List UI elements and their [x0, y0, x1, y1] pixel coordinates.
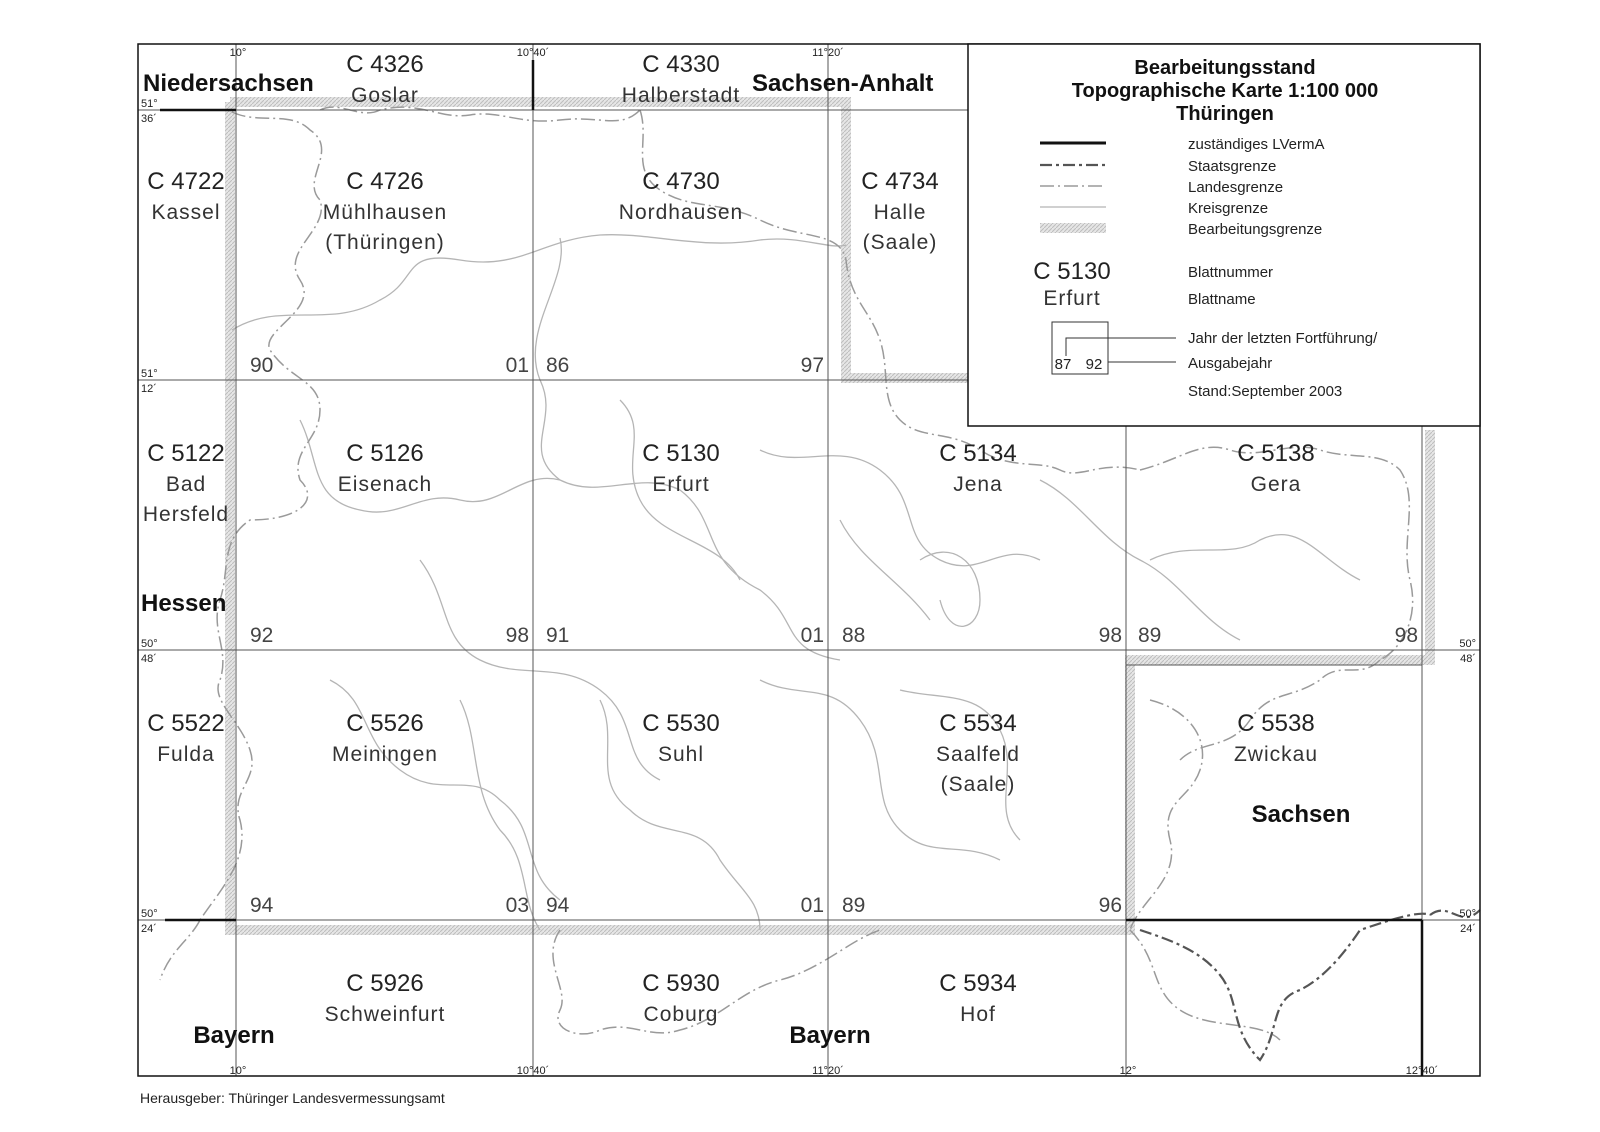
sheet-number: C 5122 — [147, 440, 225, 467]
latitude-label-min: 48´ — [141, 653, 157, 665]
latitude-label-deg: 50° — [1459, 638, 1476, 650]
year-label: 92 — [250, 624, 274, 647]
legend-symbol-processing — [1040, 223, 1106, 233]
year-label: 90 — [250, 354, 274, 377]
sheet-name: Zwickau — [1233, 743, 1319, 766]
longitude-label: 10° — [229, 1065, 247, 1077]
legend-label-year-update: Jahr der letzten Fortführung/ — [1188, 330, 1378, 347]
sheet-number: C 4734 — [861, 168, 939, 195]
legend-status: Stand:September 2003 — [1188, 383, 1343, 400]
latitude-label-min: 36´ — [141, 113, 157, 125]
legend-year-right: 92 — [1085, 356, 1103, 373]
latitude-label-min: 24´ — [1460, 923, 1476, 935]
year-label: 98 — [1098, 624, 1122, 647]
sheet-name: Halle — [873, 201, 927, 224]
sheet-number: C 4722 — [147, 168, 225, 195]
legend-label-number: Blattnummer — [1188, 264, 1274, 281]
legend-title-line-2: Topographische Karte 1:100 000 — [1071, 80, 1379, 102]
sheet-number: C 5530 — [642, 710, 720, 737]
year-label: 01 — [800, 894, 824, 917]
sheet-number: C 5534 — [939, 710, 1017, 737]
year-label: 89 — [1138, 624, 1162, 647]
legend-item-4: Kreisgrenze — [1188, 200, 1269, 217]
legend-item-3: Landesgrenze — [1188, 179, 1284, 196]
sheet-name: Fulda — [157, 743, 215, 766]
sheet-number: C 4730 — [642, 168, 720, 195]
year-label: 94 — [250, 894, 274, 917]
sheet-name: Goslar — [351, 84, 419, 107]
sheet-number: C 5930 — [642, 970, 720, 997]
sheet-name: (Saale) — [940, 773, 1016, 796]
sheet-name: Suhl — [657, 743, 705, 766]
legend-year-left: 87 — [1054, 356, 1072, 373]
year-label: 94 — [546, 894, 570, 917]
sheet-name: Saalfeld — [936, 743, 1020, 766]
legend-item-5: Bearbeitungsgrenze — [1188, 221, 1323, 238]
sheet-number: C 5134 — [939, 440, 1017, 467]
latitude-label-deg: 50° — [1459, 908, 1476, 920]
year-label: 91 — [546, 624, 570, 647]
sheet-name: Gera — [1250, 473, 1302, 496]
legend-item-2: Staatsgrenze — [1188, 158, 1277, 175]
longitude-label: 12°40´ — [1405, 1065, 1439, 1077]
latitude-label-deg: 51° — [141, 98, 158, 110]
sheet-name: (Thüringen) — [325, 231, 445, 254]
sheet-name: Erfurt — [652, 473, 710, 496]
publisher-footer: Herausgeber: Thüringer Landesvermessungsamt — [140, 1090, 445, 1106]
sheet-number: C 5130 — [642, 440, 720, 467]
year-label: 01 — [800, 624, 824, 647]
latitude-label-deg: 50° — [141, 908, 158, 920]
sheet-name: Mühlhausen — [322, 201, 448, 224]
latitude-label-min: 48´ — [1460, 653, 1476, 665]
sheet-name: Kassel — [151, 201, 221, 224]
sheet-name: Hersfeld — [142, 503, 230, 526]
longitude-label: 10°40´ — [516, 1065, 550, 1077]
sheet-number: C 5934 — [939, 970, 1017, 997]
sheet-name: (Saale) — [862, 231, 938, 254]
state-label-hessen: Hessen — [141, 590, 227, 617]
sheet-number: C 5926 — [346, 970, 424, 997]
latitude-label-deg: 51° — [141, 368, 158, 380]
longitude-label: 10° — [229, 47, 247, 59]
legend-label-year-issue: Ausgabejahr — [1188, 355, 1273, 372]
sheet-number: C 5126 — [346, 440, 424, 467]
latitude-label-min: 12´ — [141, 383, 157, 395]
sheet-number: C 5138 — [1237, 440, 1315, 467]
sheet-name: Schweinfurt — [324, 1003, 446, 1026]
sheet-number: C 4326 — [346, 51, 424, 78]
sheet-number: C 5522 — [147, 710, 225, 737]
year-label: 97 — [800, 354, 824, 377]
longitude-label: 11°20´ — [812, 47, 844, 59]
legend-item-1: zuständiges LVermA — [1188, 136, 1325, 153]
year-label: 98 — [505, 624, 529, 647]
year-label: 98 — [1394, 624, 1418, 647]
sheet-name: Coburg — [643, 1003, 719, 1026]
sheet-name: Nordhausen — [618, 201, 744, 224]
sheet-name: Eisenach — [337, 473, 433, 496]
legend-example-name: Erfurt — [1043, 287, 1101, 310]
longitude-label: 11°20´ — [812, 1065, 844, 1077]
sheet-name: Meiningen — [332, 743, 438, 766]
state-label-niedersachsen: Niedersachsen — [143, 70, 314, 97]
year-label: 88 — [842, 624, 866, 647]
state-label-bayern: Bayern — [193, 1022, 275, 1049]
sheet-name: Halberstadt — [621, 84, 741, 107]
year-label: 01 — [505, 354, 529, 377]
sheet-number: C 4330 — [642, 51, 720, 78]
state-label-sachsen-anhalt: Sachsen-Anhalt — [752, 70, 934, 97]
state-label-bayern: Bayern — [789, 1022, 871, 1049]
latitude-label-deg: 50° — [141, 638, 158, 650]
legend-title-line-3: Thüringen — [1176, 103, 1274, 125]
latitude-label-min: 24´ — [141, 923, 157, 935]
legend-example-number: C 5130 — [1033, 258, 1111, 285]
sheet-name: Bad — [165, 473, 207, 496]
legend-box — [968, 44, 1480, 426]
sheet-number: C 4726 — [346, 168, 424, 195]
legend-label-name: Blattname — [1188, 291, 1256, 308]
national-border — [1140, 910, 1480, 1060]
year-label: 03 — [505, 894, 529, 917]
year-label: 96 — [1098, 894, 1122, 917]
sheet-number: C 5538 — [1237, 710, 1315, 737]
longitude-label: 12° — [1119, 1065, 1137, 1077]
sheet-name: Jena — [953, 473, 1003, 496]
longitude-label: 10°40´ — [516, 47, 550, 59]
year-label: 89 — [842, 894, 866, 917]
year-label: 86 — [546, 354, 570, 377]
sheet-name: Hof — [960, 1003, 996, 1026]
legend-title-line-1: Bearbeitungsstand — [1134, 57, 1316, 79]
year-labels — [250, 354, 1418, 917]
sheet-number: C 5526 — [346, 710, 424, 737]
state-label-sachsen: Sachsen — [1251, 801, 1351, 828]
